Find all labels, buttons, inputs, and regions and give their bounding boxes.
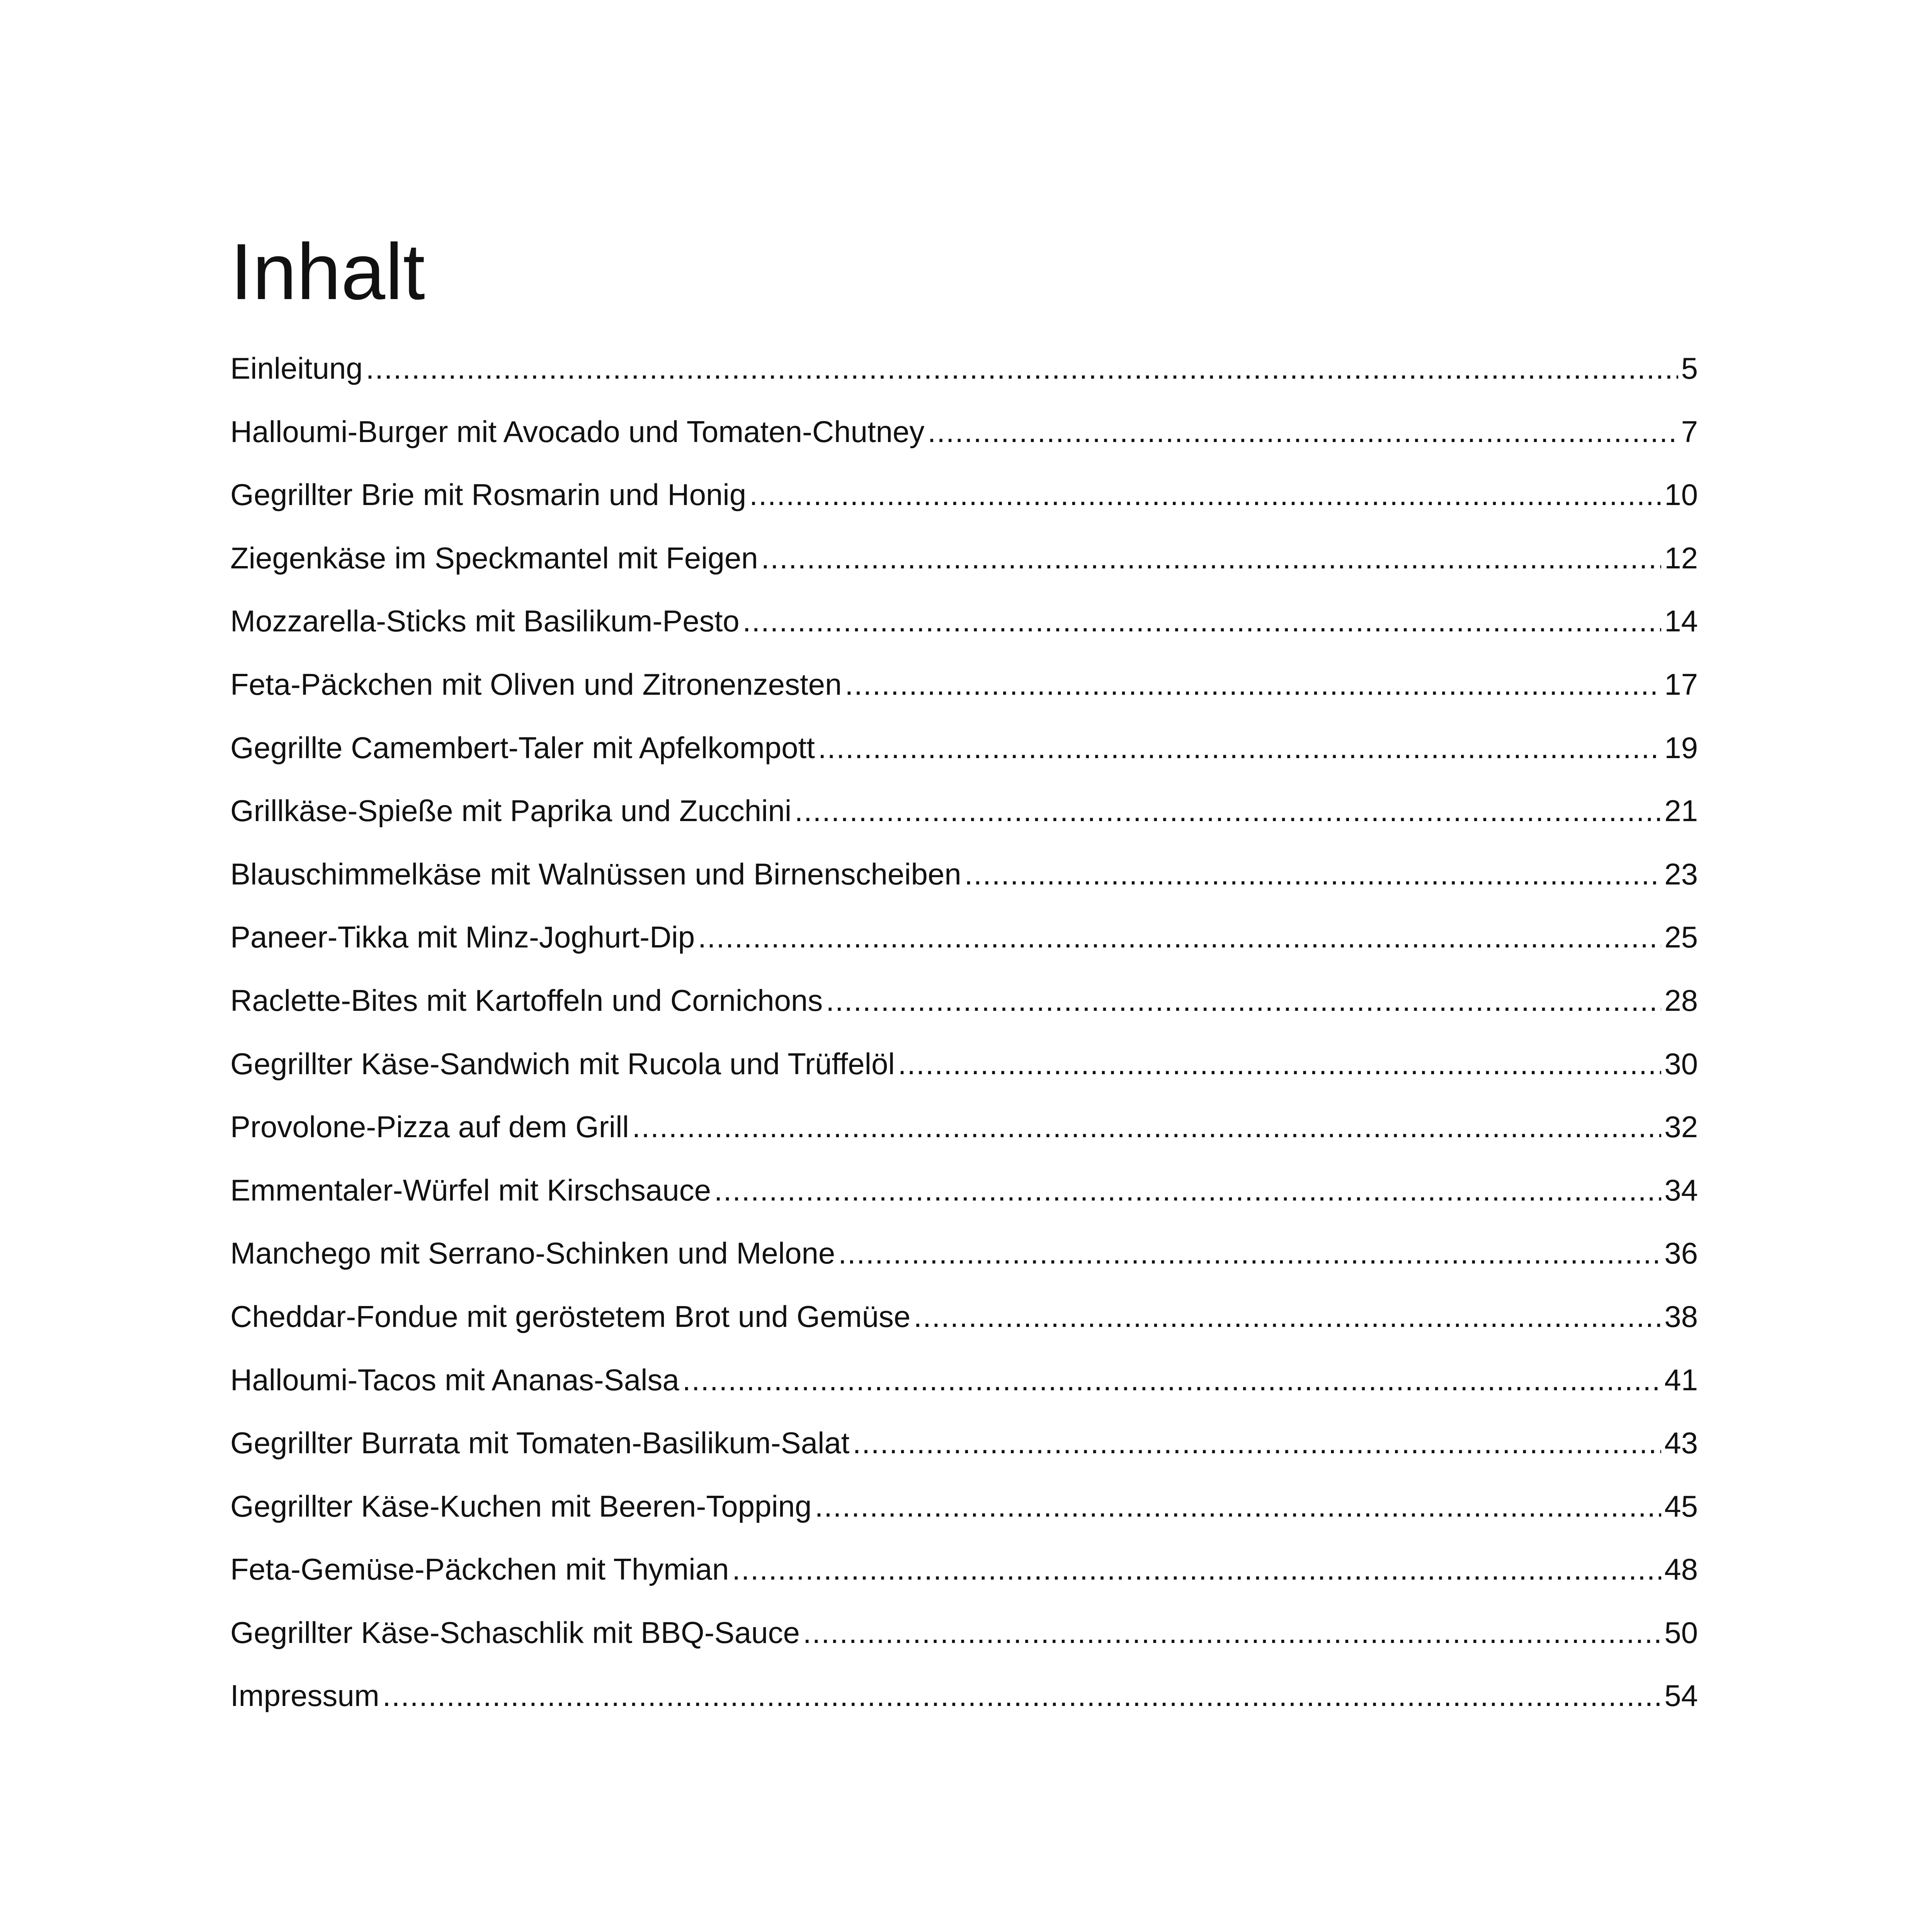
toc-page-number: 43 [1664,1426,1698,1460]
toc-entry-title: Provolone-Pizza auf dem Grill [230,1110,629,1144]
toc-page-number: 41 [1664,1362,1698,1397]
toc-entry-title: Blauschimmelkäse mit Walnüssen und Birnenscheiben [230,857,961,891]
toc-entry-title: Gegrillter Käse-Sandwich mit Rucola und Trüffelöl [230,1046,895,1081]
toc-entry[interactable] [230,793,1698,856]
toc-page-number: 14 [1664,604,1698,638]
toc-page-number: 10 [1664,478,1698,512]
toc-page-number: 50 [1664,1615,1698,1650]
toc-entry-title: Gegrillte Camembert-Taler mit Apfelkompott [230,730,815,765]
toc-entry-title: Manchego mit Serrano-Schinken und Melone [230,1236,835,1270]
toc-page-number: 54 [1664,1679,1698,1713]
toc-entry[interactable] [230,1615,1698,1678]
toc-dot-leader [913,1299,1661,1335]
toc-entry[interactable] [230,1362,1698,1425]
toc-page-number: 7 [1681,414,1698,449]
toc-entry[interactable] [230,1046,1698,1109]
toc-entry-title: Impressum [230,1679,379,1713]
toc-dot-leader [366,350,1678,387]
toc-dot-leader [749,477,1661,513]
toc-dot-leader [732,1551,1661,1588]
toc-page-number: 12 [1664,541,1698,575]
toc-page-number: 21 [1664,794,1698,828]
toc-dot-leader [852,1425,1661,1461]
toc-page-number: 19 [1664,730,1698,765]
toc-entry[interactable] [230,350,1698,414]
toc-dot-leader [761,540,1662,577]
toc-page-number: 38 [1664,1299,1698,1333]
toc-entry-title: Feta-Gemüse-Päckchen mit Thymian [230,1552,729,1587]
toc-entry-title: Paneer-Tikka mit Minz-Joghurt-Dip [230,920,695,954]
toc-entry-title: Halloumi-Tacos mit Ananas-Salsa [230,1362,679,1397]
toc-dot-leader [714,1172,1661,1209]
toc-entry-title: Halloumi-Burger mit Avocado und Tomaten-Chutney [230,414,925,449]
toc-entry[interactable] [230,1109,1698,1172]
toc-entry[interactable] [230,1551,1698,1615]
toc-entry[interactable] [230,1235,1698,1299]
toc-dot-leader [838,1235,1661,1272]
toc-dot-leader [815,1488,1661,1525]
toc-page-number: 30 [1664,1046,1698,1081]
toc-page-number: 28 [1664,983,1698,1017]
toc-entry-title: Gegrillter Käse-Schaschlik mit BBQ-Sauce [230,1615,800,1650]
toc-entry[interactable] [230,1172,1698,1236]
table-of-contents [230,350,1698,1741]
toc-entry[interactable] [230,414,1698,477]
toc-entry[interactable] [230,1488,1698,1552]
toc-entry-title: Gegrillter Burrata mit Tomaten-Basilikum-Salat [230,1426,850,1460]
toc-dot-leader [898,1046,1662,1082]
toc-page-number: 5 [1681,351,1698,385]
toc-entry[interactable] [230,919,1698,983]
toc-page-number: 45 [1664,1489,1698,1523]
toc-dot-leader [743,603,1662,639]
toc-entry-title: Emmentaler-Würfel mit Kirschsauce [230,1173,711,1207]
toc-dot-leader [845,667,1661,703]
toc-entry-title: Gegrillter Käse-Kuchen mit Beeren-Topping [230,1489,812,1523]
toc-entry[interactable] [230,730,1698,793]
toc-entry[interactable] [230,856,1698,920]
toc-dot-leader [826,983,1661,1019]
toc-page-number: 34 [1664,1173,1698,1207]
toc-entry-title: Ziegenkäse im Speckmantel mit Feigen [230,541,758,575]
toc-dot-leader [698,919,1661,956]
toc-dot-leader [927,414,1678,450]
toc-dot-leader [818,730,1661,766]
toc-dot-leader [383,1678,1662,1714]
toc-entry[interactable] [230,603,1698,667]
toc-page-number: 36 [1664,1236,1698,1270]
toc-entry[interactable] [230,477,1698,540]
toc-entry[interactable] [230,983,1698,1046]
toc-page-number: 23 [1664,857,1698,891]
page-title: Inhalt [230,227,425,316]
toc-page-number: 48 [1664,1552,1698,1587]
toc-dot-leader [682,1362,1661,1398]
toc-entry-title: Einleitung [230,351,363,385]
toc-entry[interactable] [230,1678,1698,1741]
toc-page-number: 32 [1664,1110,1698,1144]
toc-entry[interactable] [230,540,1698,604]
toc-entry-title: Grillkäse-Spieße mit Paprika und Zucchini [230,794,792,828]
toc-dot-leader [803,1615,1661,1651]
toc-dot-leader [632,1109,1661,1145]
toc-page-number: 25 [1664,920,1698,954]
toc-entry[interactable] [230,1425,1698,1488]
toc-entry-title: Raclette-Bites mit Kartoffeln und Cornichons [230,983,823,1017]
toc-page-number: 17 [1664,667,1698,701]
toc-entry-title: Gegrillter Brie mit Rosmarin und Honig [230,478,747,512]
toc-dot-leader [794,793,1661,829]
toc-dot-leader [964,856,1662,893]
toc-entry[interactable] [230,1299,1698,1362]
toc-entry-title: Cheddar-Fondue mit geröstetem Brot und Gemüse [230,1299,911,1333]
toc-entry-title: Mozzarella-Sticks mit Basilikum-Pesto [230,604,740,638]
toc-entry-title: Feta-Päckchen mit Oliven und Zitronenzesten [230,667,842,701]
toc-entry[interactable] [230,667,1698,730]
